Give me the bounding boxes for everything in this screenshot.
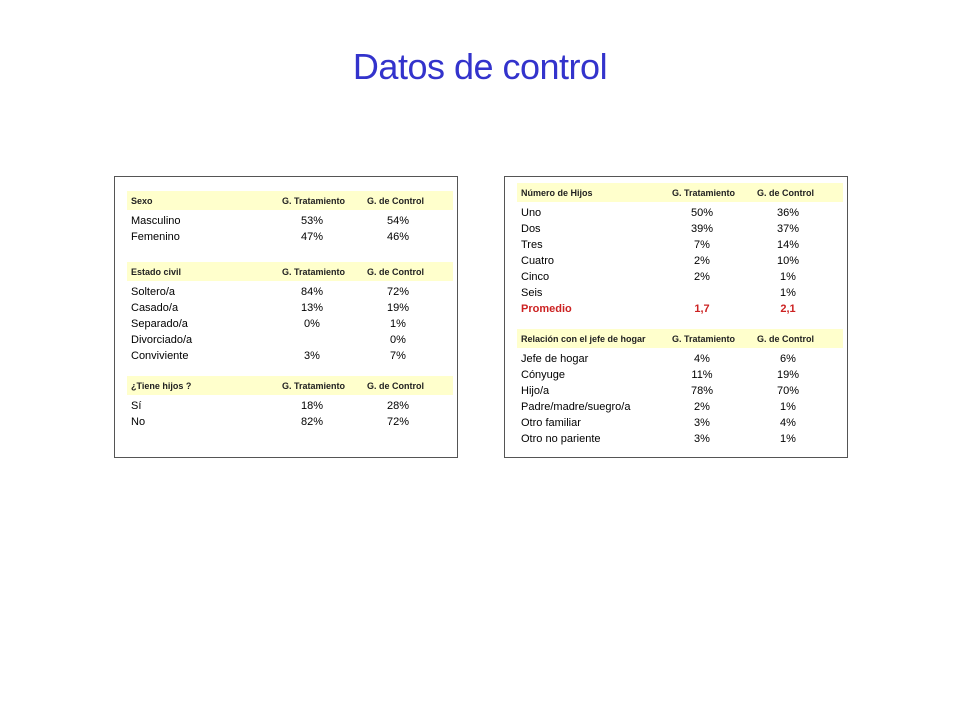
table-header [517,329,843,348]
promedio-label: Promedio [521,303,572,315]
table-row [517,415,843,431]
header-control: G. de Control [757,334,814,344]
table-row [517,221,843,237]
row-control: 10% [776,255,800,267]
table-numero-hijos [517,183,843,317]
row-treatment: 84% [300,286,324,298]
page-title: Datos de control [352,46,608,87]
row-treatment: 7% [694,239,710,251]
table-row [127,213,453,229]
row-treatment: 11% [691,369,713,381]
row-control: 1% [780,271,796,283]
row-label: Tres [521,239,543,251]
header-treatment: G. Tratamiento [282,196,346,206]
table-row [127,229,453,245]
row-control: 28% [386,400,410,412]
row-control: 70% [776,385,800,397]
table-tiene-hijos [127,376,453,430]
header-label: Relación con el jefe de hogar [521,334,646,344]
row-control: 0% [390,334,406,346]
table-row [517,285,843,301]
row-label: Dos [521,223,541,235]
promedio-row [517,301,843,317]
row-control: 72% [386,416,410,428]
table-header [127,376,453,395]
row-control: 14% [776,239,800,251]
row-control: 54% [386,215,410,227]
row-control: 1% [780,401,796,413]
row-control: 36% [776,207,800,219]
header-control: G. de Control [757,188,814,198]
row-treatment: 0% [304,318,320,330]
row-treatment: 2% [694,255,710,267]
row-label: Hijo/a [521,385,550,397]
row-label: Uno [521,207,542,219]
table-sexo [127,191,453,245]
table-row [517,367,843,383]
row-treatment: 50% [690,207,714,219]
row-label: No [131,416,146,428]
table-row [517,383,843,399]
row-control: 4% [780,417,796,429]
header-treatment: G. Tratamiento [672,188,736,198]
table-row [517,237,843,253]
table-row [517,399,843,415]
row-treatment: 2% [694,271,710,283]
table-row [127,316,453,332]
table-row [517,351,843,367]
header-control: G. de Control [367,381,424,391]
row-treatment: 18% [300,400,324,412]
row-label: Otro familiar [521,417,581,429]
panel-right [504,176,848,458]
table-estado-civil [127,262,453,364]
table-header [127,191,453,210]
header-label: Sexo [131,196,153,206]
row-label: Divorciado/a [131,334,193,346]
row-control: 1% [390,318,406,330]
table-header [517,183,843,202]
table-relacion-jefe [517,329,843,447]
row-treatment: 53% [300,215,324,227]
row-treatment: 3% [304,350,320,362]
row-label: Padre/madre/suegro/a [521,401,631,413]
row-label: Separado/a [131,318,188,330]
header-control: G. de Control [367,267,424,277]
row-label: Conviviente [131,350,189,362]
row-control: 1% [780,287,796,299]
row-label: Cinco [521,271,550,283]
row-control: 6% [780,353,796,365]
row-label: Sí [131,400,142,412]
row-treatment: 82% [300,416,324,428]
row-label: Cónyuge [521,369,566,381]
header-control: G. de Control [367,196,424,206]
row-label: Cuatro [521,255,555,267]
row-treatment: 39% [690,223,714,235]
table-row [517,431,843,447]
table-row [517,253,843,269]
table-row [127,300,453,316]
header-label: ¿Tiene hijos ? [131,381,192,391]
panel-left [114,176,458,458]
header-label: Número de Hijos [521,188,593,198]
table-row [127,398,453,414]
row-control: 72% [386,286,410,298]
row-treatment: 47% [300,231,324,243]
row-control: 46% [386,231,410,243]
table-row [517,205,843,221]
row-label: Casado/a [131,302,179,314]
header-treatment: G. Tratamiento [282,267,346,277]
table-row [127,284,453,300]
table-row [127,332,453,348]
row-control: 19% [776,369,800,381]
row-control: 19% [386,302,410,314]
row-treatment: 78% [690,385,714,397]
header-treatment: G. Tratamiento [672,334,736,344]
row-label: Soltero/a [131,286,176,298]
row-treatment: 3% [694,433,710,445]
row-label: Seis [521,287,543,299]
row-label: Jefe de hogar [521,353,589,365]
table-row [127,414,453,430]
row-treatment: 13% [300,302,324,314]
table-header [127,262,453,281]
row-control: 7% [390,350,406,362]
row-treatment: 4% [694,353,710,365]
row-label: Femenino [131,231,180,243]
promedio-treatment: 1,7 [694,303,710,315]
table-row [127,348,453,364]
row-control: 1% [780,433,796,445]
header-label: Estado civil [131,267,182,277]
row-control: 37% [776,223,800,235]
row-treatment: 3% [694,417,710,429]
row-label: Otro no pariente [521,433,601,445]
row-label: Masculino [131,215,181,227]
header-treatment: G. Tratamiento [282,381,346,391]
promedio-control: 2,1 [780,303,796,315]
table-row [517,269,843,285]
row-treatment: 2% [694,401,710,413]
